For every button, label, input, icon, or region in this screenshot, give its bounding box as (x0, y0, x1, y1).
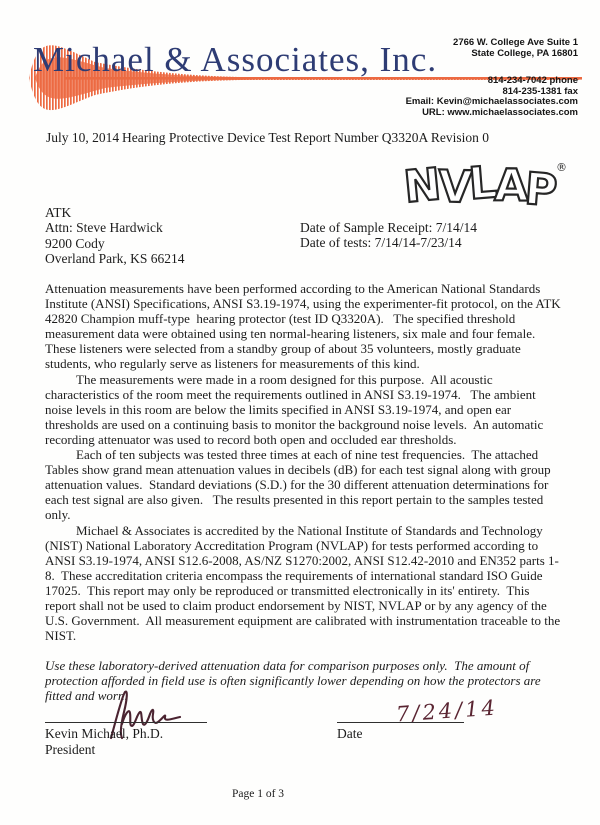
nvlap-letter: L (466, 157, 496, 211)
date-line (337, 722, 464, 723)
company-fax: 814-235-1381 fax (502, 85, 578, 97)
body-paragraph: Each of ten subjects was tested three times at each of nine test frequencies. The attached Tables show grand mean attenuation values in decibels (dB) for each test signal along with group attenuation values. Standard deviations (S.D.) for the 30 different attenuation determinations for each test signal are also given. The results presented in this report pertain to the samples tested only. (45, 447, 554, 523)
signer-name-title (45, 726, 163, 758)
tests-date-range: Date of tests: 7/14/14-7/23/14 (300, 235, 462, 251)
sample-receipt-date: Date of Sample Receipt: 7/14/14 (300, 220, 477, 235)
recipient-address (45, 205, 184, 266)
registered-trademark-icon: ® (555, 160, 568, 175)
nvlap-letter: N (401, 159, 441, 214)
signer-name: Kevin Michael, Ph.D. (45, 726, 164, 741)
nvlap-letter: V (437, 161, 470, 214)
page-number: Page 1 of 3 (232, 788, 285, 800)
signer-title: President (45, 742, 96, 757)
company-address-line1: 2766 W. College Ave Suite 1 (453, 37, 578, 48)
recipient-line: ATK (45, 205, 72, 220)
company-name: Michael & Associates, Inc. (33, 40, 438, 79)
company-contact (406, 76, 578, 118)
signature-line (45, 722, 207, 723)
company-address (453, 37, 578, 59)
company-url: URL: www.michaelassociates.com (422, 106, 578, 118)
body-paragraph: Michael & Associates is accredited by the National Institute of Standards and Technology (NIST) National Laboratory Accreditation Program (NVLAP) for tests performed according to ANSI S3.19-1974, ANSI S12.6-2008, AS/NZ S1270:2002, ANSI S12.42-2010 and EN352 parts 1-8. These accreditation criteria encompass the requirements of international standard ISO Guide 17025. This report may only be reproduced or transmitted electronically in its' entirety. This report shall not be used to claim product endorsement by NIST, NVLAP or by any agency of the U.S. Government. All measurement equipment are calibrated with instrumentation traceable to the NIST. (45, 522, 564, 644)
disclaimer-paragraph: Use these laboratory-derived attenuation data for comparison purposes only. The amount of protection afforded in field use is often significantly lower depending on how the protectors are fitted and worn. (45, 658, 544, 704)
nvlap-letter: P (522, 163, 557, 217)
body-paragraph: The measurements were made in a room designed for this purpose. All acoustic characteristics of the room meet the requirements outlined in ANSI S3.19-1974. The ambient noise levels in this room are below the limits specified in ANSI S3.19-1974, and open ear thresholds are used on a continuing basis to monitor the background noise levels. An automatic recording attenuator was used to record both open and occluded ear thresholds. (45, 371, 547, 447)
recipient-line: 9200 Cody (45, 235, 105, 251)
report-date: July 10, 2014 (46, 130, 120, 145)
report-body (45, 281, 562, 704)
company-phone: 814-234-7042 phone (487, 75, 578, 86)
nvlap-letter: A (493, 160, 526, 212)
recipient-line: Attn: Steve Hardwick (45, 220, 163, 236)
test-dates (300, 220, 477, 251)
recipient-line: Overland Park, KS 66214 (45, 250, 185, 266)
report-title: Hearing Protective Device Test Report Number Q3320A Revision 0 (122, 130, 489, 145)
date-label: Date (337, 726, 363, 741)
company-address-line2: State College, PA 16801 (471, 48, 578, 59)
body-paragraph: Attenuation measurements have been performed according to the American National Standards Institute (ANSI) Specifications, ANSI S3.19-1974, using the experimenter-fit protocol, on the ATK 42820 Champion muff-type hearing protector (test ID Q3320A). The specified threshold measurement data were obtained using ten normal-hearing listeners, six male and four female. These listeners were selected from a standby group of about 35 volunteers, mostly graduate students, who regularly serve as listeners for measurements of this kind. (45, 281, 564, 372)
handwritten-date: 7/24/14 (395, 695, 499, 727)
company-email: Email: Kevin@michaelassociates.com (405, 96, 578, 107)
nvlap-logo (401, 146, 568, 217)
